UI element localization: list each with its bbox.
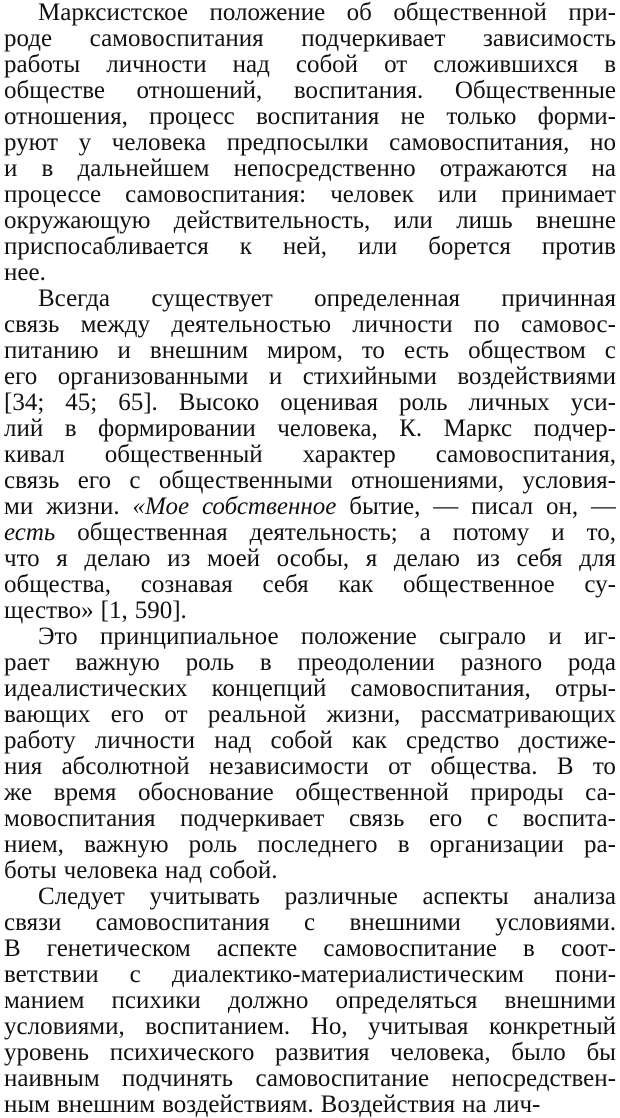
word: внешними (504, 988, 616, 1014)
word: от (384, 52, 408, 78)
word: личных (468, 390, 550, 416)
word: условия- (522, 468, 616, 494)
word: отры- (554, 676, 616, 702)
word: человека, (277, 416, 378, 442)
text-line (4, 0, 616, 26)
word: рассматривающих (420, 702, 616, 728)
word: конкретный (489, 1014, 616, 1040)
word: при- (568, 0, 616, 26)
text-line (4, 234, 616, 260)
word: рает (4, 650, 50, 676)
word: собой (295, 52, 359, 78)
word: собой (270, 728, 333, 754)
word: работу (4, 728, 76, 754)
word: воспитания. (293, 78, 424, 104)
word: по (473, 312, 500, 338)
word: воздействиями (457, 364, 616, 390)
word: положение (209, 0, 326, 26)
text-line (4, 728, 616, 754)
word: психики (111, 988, 201, 1014)
word: жизни. (46, 494, 120, 520)
word: манием (4, 988, 85, 1014)
text-line (4, 1066, 616, 1092)
word: человека (63, 858, 158, 884)
text-line (4, 182, 616, 208)
text-line (4, 754, 616, 780)
word: над (232, 52, 270, 78)
word: оценивая (280, 390, 379, 416)
word: непосредственно (233, 156, 416, 182)
word: есть (4, 520, 56, 546)
word: принимает (501, 182, 616, 208)
word: положение (300, 624, 417, 650)
word: что (4, 546, 40, 572)
word: личности (352, 312, 453, 338)
word: бытие, (349, 494, 421, 520)
word: общественными (158, 468, 333, 494)
word: роль (399, 390, 448, 416)
word: об (346, 0, 372, 26)
word: принципиальное (99, 624, 279, 650)
text-line (4, 312, 616, 338)
word: на (591, 156, 616, 182)
word: и (551, 520, 565, 546)
text-line (4, 910, 616, 936)
word: ми (4, 494, 34, 520)
word: общественная (77, 520, 228, 546)
word: ветствии (4, 962, 99, 988)
word: преодолении (297, 650, 435, 676)
word: миром, (267, 338, 343, 364)
text-line (4, 546, 616, 572)
word: нием, (4, 832, 64, 858)
word: существует (151, 286, 273, 312)
word: генетическом (46, 936, 191, 962)
word: внешними (349, 910, 461, 936)
word: достиже- (518, 728, 616, 754)
text-line (4, 988, 616, 1014)
word: воздействиям. (162, 1092, 314, 1118)
text-line (4, 494, 616, 520)
word: Следует (38, 884, 125, 910)
word: самовоспитание (323, 936, 497, 962)
word: непосредствен- (451, 1066, 616, 1092)
word: стихийными (302, 364, 437, 390)
word: — (590, 494, 616, 520)
word: обществе (4, 78, 105, 104)
text-line (4, 364, 616, 390)
word: с (604, 338, 616, 364)
word: себя (262, 572, 309, 598)
word: связь (4, 312, 60, 338)
word: Воздействия (320, 1092, 456, 1118)
word: роль (185, 650, 235, 676)
word: общественной (393, 0, 547, 26)
word: он, (545, 494, 579, 520)
word: сыграло (439, 624, 526, 650)
word: Маркс (443, 416, 513, 442)
text-line (4, 780, 616, 806)
word: на (462, 1092, 487, 1118)
word: я (365, 546, 378, 572)
word: потому (452, 520, 530, 546)
word: самовоспитания, (435, 442, 616, 468)
paragraph (4, 0, 616, 286)
word: руют (4, 130, 58, 156)
word: но (590, 130, 616, 156)
word: различные (284, 884, 398, 910)
word: независимости (208, 754, 369, 780)
text-line (4, 650, 616, 676)
word: диалектико-материалистическим (171, 962, 524, 988)
word: личности (94, 728, 196, 754)
word: [1, (100, 598, 128, 624)
word: подчеркивает (301, 26, 446, 52)
word: аспекте (216, 936, 298, 962)
word: человека, (390, 1040, 491, 1066)
word: от (164, 702, 188, 728)
word: реальной (207, 702, 307, 728)
word: психического (109, 1040, 255, 1066)
word: подчеркивает (180, 806, 325, 832)
word: [34; (4, 390, 45, 416)
text-line (4, 806, 616, 832)
word: обоснование (137, 780, 274, 806)
word: общества, (4, 572, 112, 598)
word: то (361, 338, 385, 364)
text-line (4, 52, 616, 78)
word: между (80, 312, 150, 338)
word: собственное (201, 494, 337, 520)
word: жизни, (326, 702, 401, 728)
word: определенная (314, 286, 461, 312)
text-line (4, 1040, 616, 1066)
document-page (4, 0, 616, 1118)
text-line (4, 676, 616, 702)
word: Общественные (454, 78, 616, 104)
word: са- (585, 780, 616, 806)
word: определяться (335, 988, 478, 1014)
word: дальнейшем (77, 156, 210, 182)
word: ным (4, 1092, 50, 1118)
word: учитывать (149, 884, 260, 910)
word: с (129, 468, 141, 494)
word: или (437, 182, 478, 208)
text-line (4, 624, 616, 650)
word: воспитанием. (145, 1014, 291, 1040)
word: с (129, 962, 141, 988)
word: отражаются (439, 156, 568, 182)
word: развития (275, 1040, 370, 1066)
word: его (4, 364, 38, 390)
word: общественный (104, 442, 263, 468)
text-line (4, 156, 616, 182)
word: с (486, 806, 499, 832)
word: — (433, 494, 459, 520)
word: общественной (295, 780, 449, 806)
word: окружающую (4, 208, 151, 234)
text-line (4, 208, 616, 234)
word: к (239, 234, 252, 260)
word: сознавая (140, 572, 233, 598)
word: характер (302, 442, 396, 468)
word: внешне (535, 208, 616, 234)
word: самовоспитания (89, 26, 264, 52)
word: 590]. (134, 598, 187, 624)
word: самовоспитания: (125, 182, 307, 208)
text-line (4, 26, 616, 52)
word: отношений, (136, 78, 263, 104)
word: над (214, 728, 252, 754)
word: я (56, 546, 68, 572)
word: обществом (468, 338, 586, 364)
word: 65]. (118, 390, 158, 416)
document-body (4, 0, 616, 1118)
word: работы (4, 52, 81, 78)
word: лишь (456, 208, 513, 234)
word: самовоспитания (95, 910, 270, 936)
word: В (556, 754, 574, 780)
word: питанию (4, 338, 99, 364)
word: над (164, 858, 203, 884)
word: Это (38, 624, 78, 650)
word: учитывая (368, 1014, 469, 1040)
word: в (259, 650, 272, 676)
text-line (4, 598, 616, 624)
word: организованными (57, 364, 249, 390)
word: воспитания (256, 104, 380, 130)
word: и (117, 338, 131, 364)
word: в (604, 52, 616, 78)
word: средство (405, 728, 500, 754)
text-line (4, 442, 616, 468)
word: только (446, 104, 517, 130)
word: то (592, 754, 616, 780)
word: К. (399, 416, 423, 442)
word: анализа (533, 884, 616, 910)
word: 45; (65, 390, 98, 416)
word: мовоспитания (4, 806, 156, 832)
word: внешним (149, 338, 249, 364)
word: общества. (430, 754, 538, 780)
text-line (4, 520, 616, 546)
word: не (400, 104, 426, 130)
word: а (419, 520, 431, 546)
word: соот- (560, 936, 616, 962)
word: самовоспитания, (350, 676, 531, 702)
word: концепций (211, 676, 327, 702)
word: себя (516, 546, 563, 572)
word: причинная (501, 286, 616, 312)
word: иг- (584, 624, 616, 650)
word: собой. (209, 858, 278, 884)
word: внешним (57, 1092, 156, 1118)
word: Высоко (178, 390, 260, 416)
word: Но, (310, 1014, 348, 1040)
word: самовоспитания, (389, 130, 570, 156)
word: пони- (555, 962, 616, 988)
word: у (78, 130, 92, 156)
word: формировании (98, 416, 256, 442)
word: как (351, 728, 387, 754)
word: воспита- (522, 806, 616, 832)
word: рода (567, 650, 616, 676)
word: «Мое (132, 494, 190, 520)
word: общественное (403, 572, 555, 598)
word: приспосабливается (4, 234, 209, 260)
word: в (397, 832, 410, 858)
word: борется (428, 234, 511, 260)
word: его (77, 468, 111, 494)
word: связь (349, 806, 405, 832)
word: бы (586, 1040, 616, 1066)
word: самовос- (520, 312, 616, 338)
text-line (4, 286, 616, 312)
word: абсолютной (61, 754, 190, 780)
word: кивал (4, 442, 65, 468)
word: делаю (393, 546, 460, 572)
word: связи (4, 910, 62, 936)
word: важную (84, 832, 169, 858)
word: нее. (4, 260, 46, 286)
word: зависимость (482, 26, 616, 52)
text-line (4, 468, 616, 494)
text-line (4, 130, 616, 156)
word: лий (4, 416, 44, 442)
word: человека (111, 130, 207, 156)
word: процессе (4, 182, 102, 208)
text-line (4, 1092, 616, 1118)
word: ра- (584, 832, 616, 858)
text-line (4, 962, 616, 988)
word: организации (429, 832, 564, 858)
word: было (511, 1040, 566, 1066)
word: лич- (493, 1092, 541, 1118)
word: сложившихся (433, 52, 579, 78)
word: с (304, 910, 316, 936)
word: то, (586, 520, 616, 546)
word: ния (4, 754, 43, 780)
word: условиями, (4, 1014, 125, 1040)
text-line (4, 832, 616, 858)
text-line (4, 338, 616, 364)
word: последнего (257, 832, 378, 858)
word: процесс (149, 104, 235, 130)
word: личности (106, 52, 207, 78)
paragraph (4, 624, 616, 884)
word: аспекты (422, 884, 509, 910)
word: его (429, 806, 463, 832)
word: из (476, 546, 500, 572)
word: особы, (276, 546, 350, 572)
word: человек (330, 182, 414, 208)
paragraph (4, 884, 616, 1118)
word: связь (4, 468, 60, 494)
word: моей (206, 546, 261, 572)
word: от (388, 754, 412, 780)
word: предпосылки (226, 130, 369, 156)
word: время (53, 780, 117, 806)
word: в (64, 416, 77, 442)
word: писал (471, 494, 534, 520)
word: в (523, 936, 535, 962)
text-line (4, 1014, 616, 1040)
word: щество» (4, 598, 94, 624)
word: вающих (4, 702, 91, 728)
word: наивным (4, 1066, 100, 1092)
text-line (4, 260, 616, 286)
paragraph (4, 286, 616, 624)
word: деятельность; (249, 520, 398, 546)
word: отношения, (4, 104, 128, 130)
word: природы (470, 780, 564, 806)
text-line (4, 390, 616, 416)
word: и (4, 156, 18, 182)
word: разного (460, 650, 543, 676)
word: уровень (4, 1040, 90, 1066)
text-line (4, 78, 616, 104)
word: деятельностью (171, 312, 332, 338)
word: делаю (84, 546, 151, 572)
word: есть (403, 338, 450, 364)
word: действительность, (173, 208, 371, 234)
text-line (4, 572, 616, 598)
text-line (4, 858, 616, 884)
word: идеалистических (4, 676, 188, 702)
word: Марксистское (38, 0, 189, 26)
word: в (41, 156, 54, 182)
word: важную (75, 650, 160, 676)
word: и (268, 364, 283, 390)
word: уси- (570, 390, 616, 416)
word: самовоспитание (255, 1066, 430, 1092)
word: Всегда (38, 286, 110, 312)
word: боты (4, 858, 57, 884)
word: против (541, 234, 616, 260)
word: условиями. (495, 910, 616, 936)
text-line (4, 884, 616, 910)
word: роль (188, 832, 238, 858)
word: или (357, 234, 398, 260)
word: отношениями, (350, 468, 505, 494)
text-line (4, 104, 616, 130)
word: как (338, 572, 374, 598)
word: подчер- (533, 416, 616, 442)
word: роде (4, 26, 53, 52)
word: должно (227, 988, 309, 1014)
text-line (4, 702, 616, 728)
text-line (4, 416, 616, 442)
word: же (4, 780, 33, 806)
word: ней, (282, 234, 328, 260)
word: форми- (537, 104, 616, 130)
word: или (393, 208, 433, 234)
word: для (579, 546, 616, 572)
text-line (4, 936, 616, 962)
word: подчинять (122, 1066, 234, 1092)
word: его (110, 702, 145, 728)
word: су- (584, 572, 616, 598)
word: из (167, 546, 191, 572)
word: В (4, 936, 21, 962)
word: и (548, 624, 562, 650)
